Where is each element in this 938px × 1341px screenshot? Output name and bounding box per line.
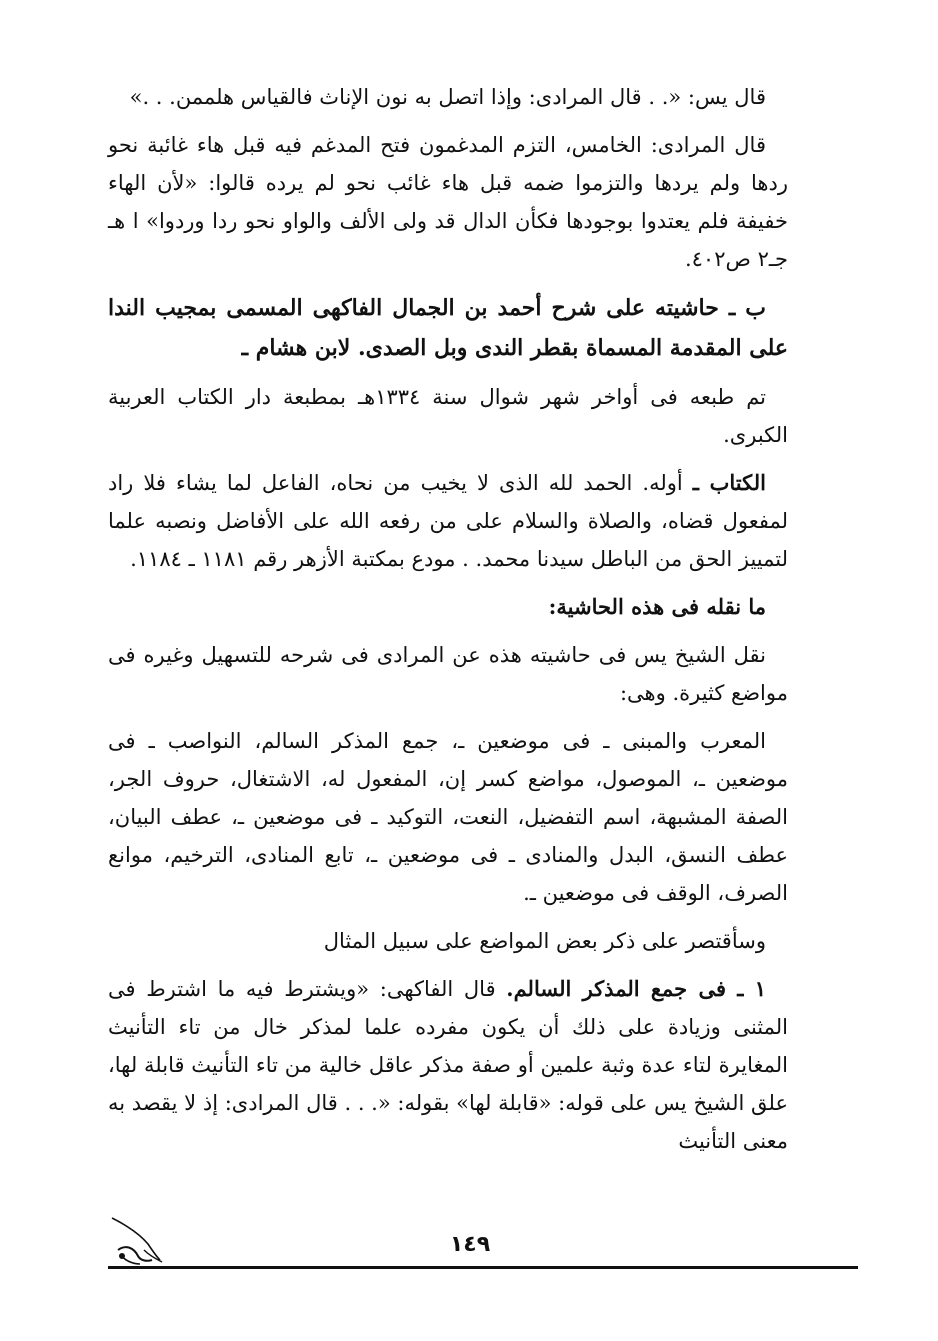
paragraph-printing-info: تم طبعه فى أواخر شهر شوال سنة ١٣٣٤هـ بمطبعة دار الكتاب العربية الكبرى. <box>108 385 788 447</box>
paragraph-transmission-intro: نقل الشيخ يس فى حاشيته هذه عن المرادى فى شرحه للتسهيل وغيره فى مواضع كثيرة. وهى: <box>108 643 788 705</box>
book-label: الكتاب ـ <box>692 470 766 495</box>
heading-hashiya-b: ب ـ حاشيته على شرح أحمد بن الجمال الفاكهى المسمى بمجيب الندا على المقدمة المسماة بقطر الندى وبل الصدى. لابن هشام ـ <box>108 295 788 361</box>
footer-rule <box>108 1266 858 1269</box>
quill-ornament-icon <box>104 1210 166 1272</box>
example-one-text: قال الفاكهى: «ويشترط فيه ما اشترط فى المثنى وزيادة على ذلك أن يكون مفرده علما لمذكر خال من تاء التأنيث المغايرة لتاء عدة وثبة علمين أو صفة مذكر عاقل خالية من تاء التأنيث قابلة لها، علق الشيخ يس على قوله: «قابلة لها» بقوله: «. . . قال المرادى: إذ لا يقصد به معنى التأنيث <box>108 977 788 1153</box>
paragraph-muradi-fifth: قال المرادى: الخامس، التزم المدغمون فتح المدغم فيه قبل هاء غائبة نحو ردها ولم يردها والتزموا ضمه قبل هاء غائب نحو لم يرده قالوا: «لأن الهاء خفيفة فلم يعتدوا بوجودها فكأن الدال قد ولى الألف والواو نحو ردا وردوا» ا هـ جـ٢ ص٤٠٢. <box>108 133 788 271</box>
paragraph-limit-examples: وسأقتصر على ذكر بعض المواضع على سبيل المثال <box>323 929 766 953</box>
paragraph-quote-yas: قال يس: «. . قال المرادى: وإذا اتصل به نون الإناث فالقياس هلممن. . .» <box>129 85 766 109</box>
page-number: ١٤٩ <box>449 1232 491 1257</box>
paragraph-example-one <box>108 970 788 1160</box>
body-text <box>108 78 788 1170</box>
paragraph-topics-list: المعرب والمبنى ـ فى موضعين ـ، جمع المذكر السالم، النواصب ـ فى موضعين ـ، الموصول، مواضع كسر إن، المفعول له، الاشتغال، حروف الجر، الصفة المشبهة، اسم التفضيل، النعت، التوكيد ـ فى موضعين ـ، عطف البيان، عطف النسق، البدل والمنادى ـ فى موضعين ـ، تابع المنادى، الترخيم، موانع الصرف، الوقف فى موضعين ـ. <box>108 729 788 905</box>
book-opening-text: أوله. الحمد لله الذى لا يخيب من نحاه، الفاعل لما يشاء فلا راد لمفعول قضاه، والصلاة والسلام على من رفعه الله على الأفاضل ونصبه علما لتمييز الحق من الباطل سيدنا محمد. . مودع بمكتبة الأزهر رقم ١١٨١ ـ ١١٨٤. <box>108 471 788 571</box>
example-one-label: ١ ـ فى جمع المذكر السالم. <box>506 976 766 1001</box>
paragraph-book-opening <box>108 464 788 578</box>
section-title-transmitted: ما نقله فى هذه الحاشية: <box>548 594 766 619</box>
